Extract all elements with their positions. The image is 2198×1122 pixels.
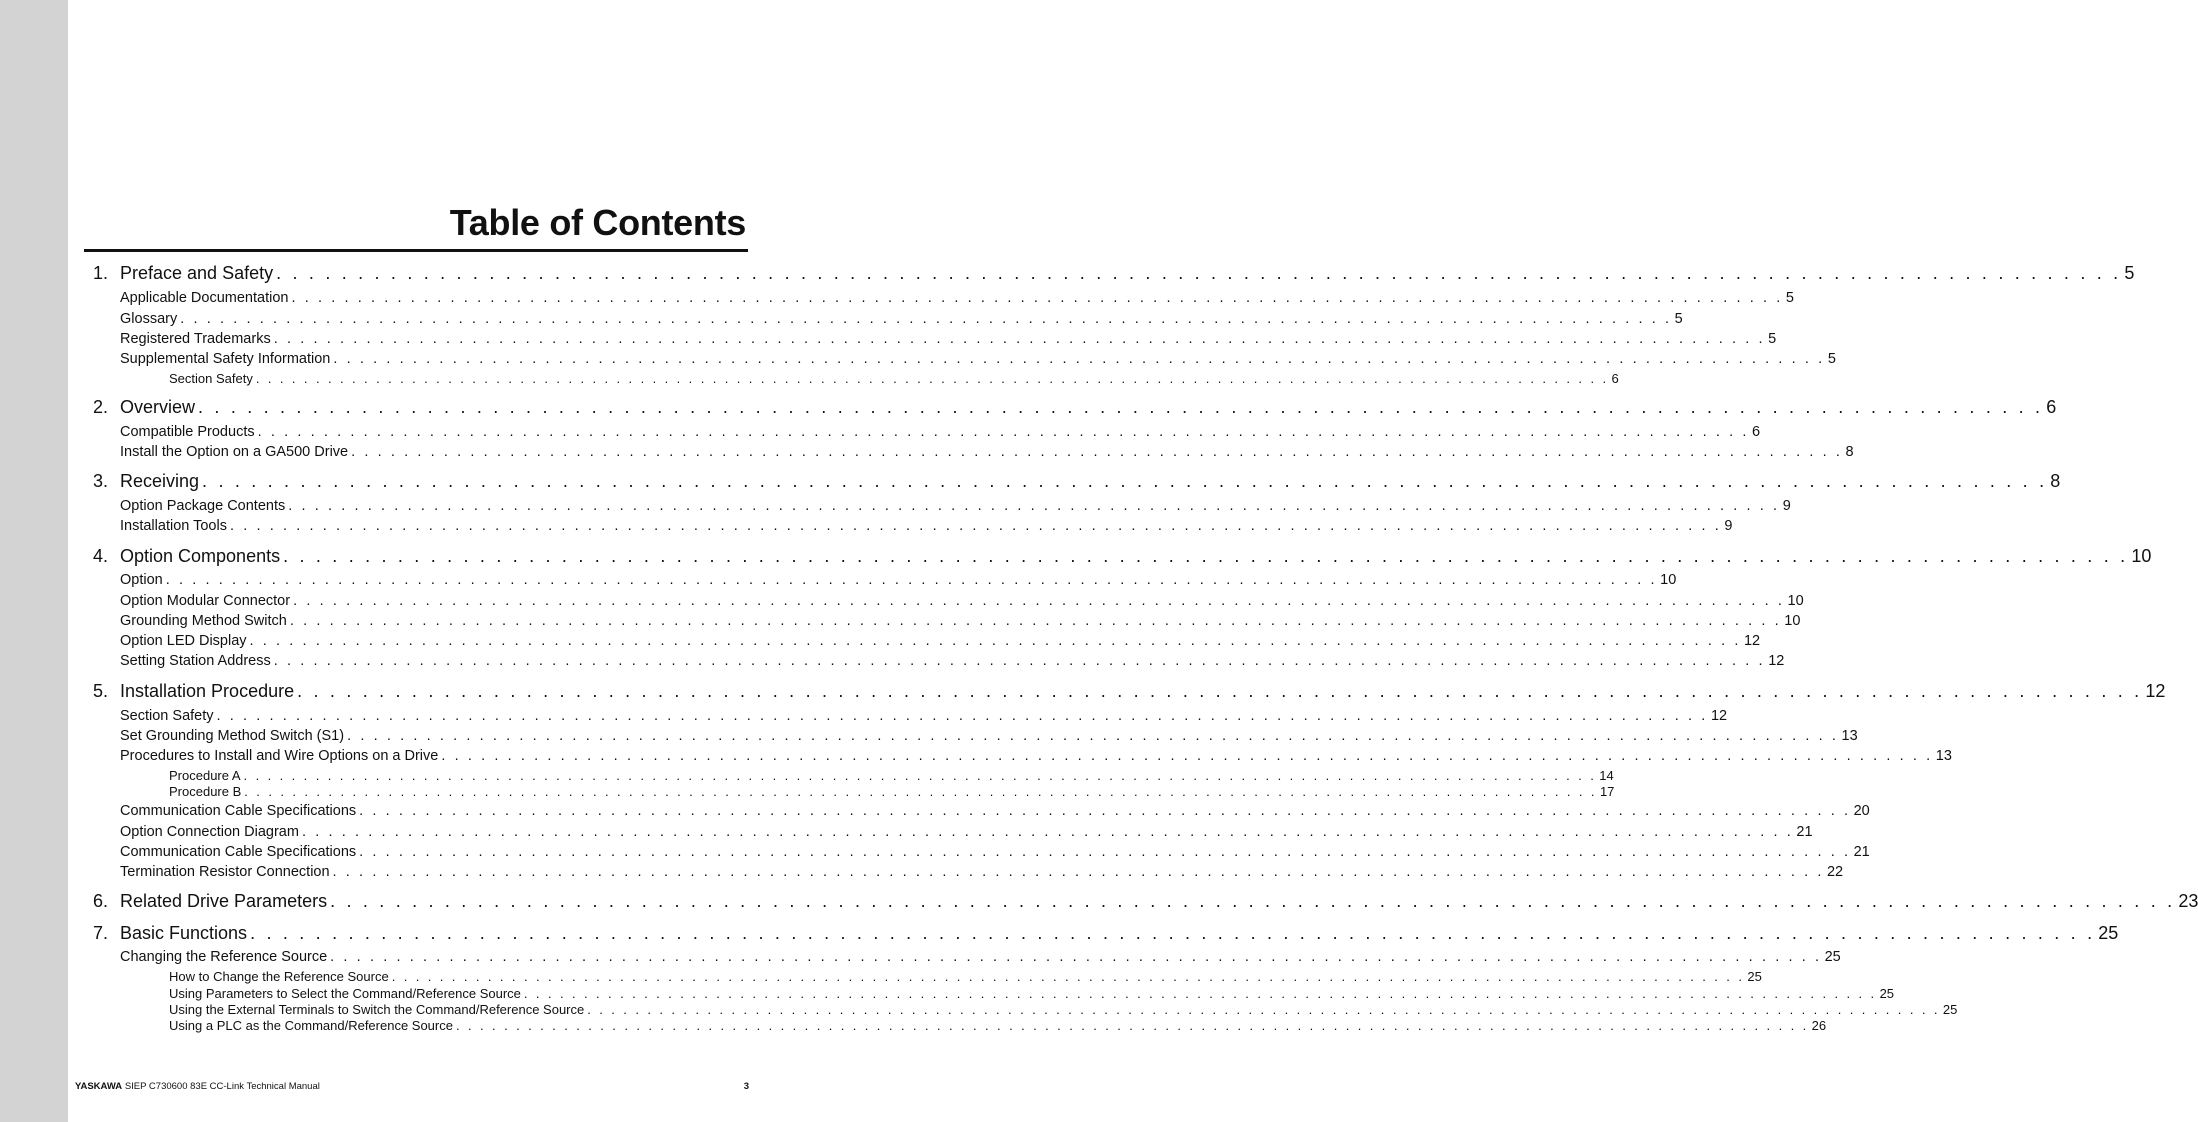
footer-page-number: 3 [743,1081,749,1092]
toc-leader-dots: . . . . . . . . . . . . . . . . . . . . . . . . . . . . . . . . . . . . . . . . . . . . . . . . . . . . . . . . . . . . . . . . . . . . . . . . . . . . . . . . . . . . . . . . . . . . . . . . . . . . . . . . . . . . . . . . . [359,803,1851,819]
toc-entry-label: Option Components [120,546,281,566]
toc-leader-dots: . . . . . . . . . . . . . . . . . . . . . . . . . . . . . . . . . . . . . . . . . . . . . . . . . . . . . . . . . . . . . . . . . . . . . . . . . . . . . . . . . . . . . . . . . . . . . . . . . . . . . . . . . . . . . . . . . [198,397,2044,417]
toc-section-entry[interactable] [120,803,1870,819]
toc-leader-dots: . . . . . . . . . . . . . . . . . . . . . . . . . . . . . . . . . . . . . . . . . . . . . . . . . . . . . . . . . . . . . . . . . . . . . . . . . . . . . . . . . . . . . . . . . . . . . . . . . . . . . . . . . . . . . . . . . [243,768,1597,783]
toc-chapter-number: 5. [93,681,109,701]
toc-entry-label: Registered Trademarks [120,331,271,347]
toc-entry-label: Procedures to Install and Wire Options on a Drive [120,748,439,764]
toc-entry-label: Communication Cable Specifications [120,844,357,860]
toc-entry-label: Receiving [120,471,200,491]
toc-page-number: 21 [1853,844,1870,860]
toc-page-number: 20 [1853,803,1870,819]
toc-entry-label: Setting Station Address [120,653,271,669]
toc-subsection-entry[interactable] [169,1002,1958,1017]
toc-leader-dots: . . . . . . . . . . . . . . . . . . . . . . . . . . . . . . . . . . . . . . . . . . . . . . . . . . . . . . . . . . . . . . . . . . . . . . . . . . . . . . . . . . . . . . . . . . . . . . . . . . . . . . . . . . . . . . . . . [229,518,1722,534]
toc-leader-dots: . . . . . . . . . . . . . . . . . . . . . . . . . . . . . . . . . . . . . . . . . . . . . . . . . . . . . . . . . . . . . . . . . . . . . . . . . . . . . . . . . . . . . . . . . . . . . . . . . . . . . . . . . . . . . . . . . [244,784,1597,799]
toc-entry-label: Procedure B [169,784,242,799]
toc-leader-dots: . . . . . . . . . . . . . . . . . . . . . . . . . . . . . . . . . . . . . . . . . . . . . . . . . . . . . . . . . . . . . . . . . . . . . . . . . . . . . . . . . . . . . . . . . . . . . . . . . . . . . . . . . . . . . . . . . [255,371,1609,386]
toc-entry-label: Compatible Products [120,424,255,440]
toc-entry-label: Changing the Reference Source [120,949,328,965]
toc-leader-dots: . . . . . . . . . . . . . . . . . . . . . . . . . . . . . . . . . . . . . . . . . . . . . . . . . . . . . . . . . . . . . . . . . . . . . . . . . . . . . . . . . . . . . . . . . . . . . . . . . . . . . . . . . . . . . . . . . [291,290,1783,306]
toc-entry-label: Grounding Method Switch [120,613,287,629]
toc-leader-dots: . . . . . . . . . . . . . . . . . . . . . . . . . . . . . . . . . . . . . . . . . . . . . . . . . . . . . . . . . . . . . . . . . . . . . . . . . . . . . . . . . . . . . . . . . . . . . . . . . . . . . . . . . . . . . . . . . [330,891,2176,911]
toc-page-number: 17 [1599,784,1615,799]
toc-entry-label: How to Change the Reference Source [169,969,389,984]
toc-section-entry[interactable] [120,311,1683,327]
toc-section-entry[interactable] [120,748,1952,764]
toc-section-entry[interactable] [120,949,1841,965]
toc-page-number: 14 [1599,768,1614,783]
toc-entry-label: Installation Tools [120,518,227,534]
toc-leader-dots: . . . . . . . . . . . . . . . . . . . . . . . . . . . . . . . . . . . . . . . . . . . . . . . . . . . . . . . . . . . . . . . . . . . . . . . . . . . . . . . . . . . . . . . . . . . . . . . . . . . . . . . . . . . . . . . . . [347,728,1839,744]
toc-leader-dots: . . . . . . . . . . . . . . . . . . . . . . . . . . . . . . . . . . . . . . . . . . . . . . . . . . . . . . . . . . . . . . . . . . . . . . . . . . . . . . . . . . . . . . . . . . . . . . . . . . . . . . . . . . . . . . . . . [250,923,2096,943]
toc-page-number: 10 [1784,613,1801,629]
toc-page-number: 10 [1660,572,1677,588]
toc-leader-dots: . . . . . . . . . . . . . . . . . . . . . . . . . . . . . . . . . . . . . . . . . . . . . . . . . . . . . . . . . . . . . . . . . . . . . . . . . . . . . . . . . . . . . . . . . . . . . . . . . . . . . . . . . . . . . . . . . [523,986,1877,1001]
toc-section-entry[interactable] [120,498,1791,514]
toc-section-entry[interactable] [120,613,1801,629]
toc-section-entry[interactable] [120,844,1870,860]
toc-page-number: 13 [1935,748,1952,764]
toc-page-number: 5 [1785,290,1794,306]
toc-entry-label: Option LED Display [120,633,247,649]
toc-leader-dots: . . . . . . . . . . . . . . . . . . . . . . . . . . . . . . . . . . . . . . . . . . . . . . . . . . . . . . . . . . . . . . . . . . . . . . . . . . . . . . . . . . . . . . . . . . . . . . . . . . . . . . . . . . . . . . . . . [587,1002,1940,1017]
toc-entry-label: Glossary [120,311,178,327]
toc-entry-label: Preface and Safety [120,263,274,283]
toc-chapter-number: 2. [93,397,109,417]
toc-leader-dots: . . . . . . . . . . . . . . . . . . . . . . . . . . . . . . . . . . . . . . . . . . . . . . . . . . . . . . . . . . . . . . . . . . . . . . . . . . . . . . . . . . . . . . . . . . . . . . . . . . . . . . . . . . . . . . . . . [288,498,1780,514]
toc-entry-label: Related Drive Parameters [120,891,328,911]
footer-doc-info [75,1081,320,1092]
toc-entry-label: Option [120,572,163,588]
toc-leader-dots: . . . . . . . . . . . . . . . . . . . . . . . . . . . . . . . . . . . . . . . . . . . . . . . . . . . . . . . . . . . . . . . . . . . . . . . . . . . . . . . . . . . . . . . . . . . . . . . . . . . . . . . . . . . . . . . . . [359,844,1851,860]
toc-chapter-entry[interactable] [93,891,2198,912]
toc-section-entry[interactable] [120,653,1785,669]
toc-chapter-number: 3. [93,471,109,491]
toc-chapter-entry[interactable] [93,923,2119,944]
toc-page-number: 23 [2178,891,2198,911]
toc-subsection-entry[interactable] [169,1018,1827,1033]
toc-section-entry[interactable] [120,444,1854,460]
toc-entry-label: Install the Option on a GA500 Drive [120,444,349,460]
toc-subsection-entry[interactable] [169,969,1762,984]
toc-page-number: 12 [2145,681,2166,701]
toc-leader-dots: . . . . . . . . . . . . . . . . . . . . . . . . . . . . . . . . . . . . . . . . . . . . . . . . . . . . . . . . . . . . . . . . . . . . . . . . . . . . . . . . . . . . . . . . . . . . . . . . . . . . . . . . . . . . . . . . . [455,1018,1809,1033]
page-footer [75,1081,749,1092]
toc-entry-label: Procedure A [169,768,241,783]
toc-page-number: 6 [1752,424,1761,440]
toc-page-number: 5 [1768,331,1777,347]
toc-chapter-number: 6. [93,891,109,911]
toc-entry-label: Termination Resistor Connection [120,864,330,880]
toc-page-number: 10 [2131,546,2152,566]
toc-page-number: 25 [1879,986,1895,1001]
toc-section-entry[interactable] [120,593,1804,609]
toc-entry-label: Section Safety [120,708,214,724]
toc-leader-dots: . . . . . . . . . . . . . . . . . . . . . . . . . . . . . . . . . . . . . . . . . . . . . . . . . . . . . . . . . . . . . . . . . . . . . . . . . . . . . . . . . . . . . . . . . . . . . . . . . . . . . . . . . . . . . . . . . [391,969,1745,984]
toc-page-number: 9 [1782,498,1791,514]
toc-entry-label: Using Parameters to Select the Command/Reference Source [169,986,521,1001]
toc-section-entry[interactable] [120,864,1844,880]
toc-leader-dots: . . . . . . . . . . . . . . . . . . . . . . . . . . . . . . . . . . . . . . . . . . . . . . . . . . . . . . . . . . . . . . . . . . . . . . . . . . . . . . . . . . . . . . . . . . . . . . . . . . . . . . . . . . . . . . . . . [333,351,1825,367]
toc-section-entry[interactable] [120,572,1677,588]
toc-leader-dots: . . . . . . . . . . . . . . . . . . . . . . . . . . . . . . . . . . . . . . . . . . . . . . . . . . . . . . . . . . . . . . . . . . . . . . . . . . . . . . . . . . . . . . . . . . . . . . . . . . . . . . . . . . . . . . . . . [180,311,1672,327]
toc-leader-dots: . . . . . . . . . . . . . . . . . . . . . . . . . . . . . . . . . . . . . . . . . . . . . . . . . . . . . . . . . . . . . . . . . . . . . . . . . . . . . . . . . . . . . . . . . . . . . . . . . . . . . . . . . . . . . . . . . [216,708,1708,724]
toc-leader-dots: . . . . . . . . . . . . . . . . . . . . . . . . . . . . . . . . . . . . . . . . . . . . . . . . . . . . . . . . . . . . . . . . . . . . . . . . . . . . . . . . . . . . . . . . . . . . . . . . . . . . . . . . . . . . . . . . . [351,444,1843,460]
toc-page-number: 12 [1743,633,1761,649]
toc-entry-label: Basic Functions [120,923,248,943]
toc-chapter-entry[interactable] [93,681,2166,702]
page-title: Table of Contents [449,202,746,243]
toc-page-number: 5 [1674,311,1683,327]
toc-entry-label: Installation Procedure [120,681,295,701]
toc-entry-label: Section Safety [169,371,253,386]
toc-page-number: 12 [1768,653,1785,669]
toc-leader-dots: . . . . . . . . . . . . . . . . . . . . . . . . . . . . . . . . . . . . . . . . . . . . . . . . . . . . . . . . . . . . . . . . . . . . . . . . . . . . . . . . . . . . . . . . . . . . . . . . . . . . . . . . . . . . . . . . . [273,331,1766,347]
toc-page-number: 8 [1845,444,1854,460]
toc-leader-dots: . . . . . . . . . . . . . . . . . . . . . . . . . . . . . . . . . . . . . . . . . . . . . . . . . . . . . . . . . . . . . . . . . . . . . . . . . . . . . . . . . . . . . . . . . . . . . . . . . . . . . . . . . . . . . . . . . [293,593,1785,609]
toc-leader-dots: . . . . . . . . . . . . . . . . . . . . . . . . . . . . . . . . . . . . . . . . . . . . . . . . . . . . . . . . . . . . . . . . . . . . . . . . . . . . . . . . . . . . . . . . . . . . . . . . . . . . . . . . . . . . . . . . . [301,824,1794,840]
toc-leader-dots: . . . . . . . . . . . . . . . . . . . . . . . . . . . . . . . . . . . . . . . . . . . . . . . . . . . . . . . . . . . . . . . . . . . . . . . . . . . . . . . . . . . . . . . . . . . . . . . . . . . . . . . . . . . . . . . . . [257,424,1750,440]
toc-page-number: 22 [1826,864,1844,880]
toc-leader-dots: . . . . . . . . . . . . . . . . . . . . . . . . . . . . . . . . . . . . . . . . . . . . . . . . . . . . . . . . . . . . . . . . . . . . . . . . . . . . . . . . . . . . . . . . . . . . . . . . . . . . . . . . . . . . . . . . . [283,546,2129,566]
toc-entry-label: Using the External Terminals to Switch the Command/Reference Source [169,1002,585,1017]
toc-section-entry[interactable] [120,424,1761,440]
toc-leader-dots: . . . . . . . . . . . . . . . . . . . . . . . . . . . . . . . . . . . . . . . . . . . . . . . . . . . . . . . . . . . . . . . . . . . . . . . . . . . . . . . . . . . . . . . . . . . . . . . . . . . . . . . . . . . . . . . . . [202,471,2048,491]
toc-section-entry[interactable] [120,518,1733,534]
toc-page-number: 21 [1796,824,1813,840]
toc-page-number: 13 [1841,728,1858,744]
toc-subsection-entry[interactable] [169,986,1895,1001]
toc-leader-dots: . . . . . . . . . . . . . . . . . . . . . . . . . . . . . . . . . . . . . . . . . . . . . . . . . . . . . . . . . . . . . . . . . . . . . . . . . . . . . . . . . . . . . . . . . . . . . . . . . . . . . . . . . . . . . . . . . [273,653,1766,669]
toc-page-number: 6 [2046,397,2057,417]
toc-entry-label: Option Package Contents [120,498,286,514]
toc-page-number: 8 [2050,471,2061,491]
toc-subsection-entry[interactable] [169,784,1615,799]
toc-page-number: 5 [2124,263,2135,283]
toc-leader-dots: . . . . . . . . . . . . . . . . . . . . . . . . . . . . . . . . . . . . . . . . . . . . . . . . . . . . . . . . . . . . . . . . . . . . . . . . . . . . . . . . . . . . . . . . . . . . . . . . . . . . . . . . . . . . . . . . . [330,949,1822,965]
toc-leader-dots: . . . . . . . . . . . . . . . . . . . . . . . . . . . . . . . . . . . . . . . . . . . . . . . . . . . . . . . . . . . . . . . . . . . . . . . . . . . . . . . . . . . . . . . . . . . . . . . . . . . . . . . . . . . . . . . . . [276,263,2122,283]
toc-entry-label: Applicable Documentation [120,290,289,306]
toc-entry-label: Supplemental Safety Information [120,351,331,367]
toc-chapter-number: 1. [93,263,109,283]
toc-page-number: 26 [1811,1018,1827,1033]
toc-page-number: 10 [1787,593,1804,609]
toc-chapter-number: 4. [93,546,109,566]
toc-section-entry[interactable] [120,290,1794,306]
toc-leader-dots: . . . . . . . . . . . . . . . . . . . . . . . . . . . . . . . . . . . . . . . . . . . . . . . . . . . . . . . . . . . . . . . . . . . . . . . . . . . . . . . . . . . . . . . . . . . . . . . . . . . . . . . . . . . . . . . . . [249,633,1741,649]
toc-page-number: 12 [1710,708,1728,724]
toc-chapter-entry[interactable] [93,263,2135,284]
toc-page-number: 25 [1824,949,1841,965]
toc-entry-label: Option Modular Connector [120,593,291,609]
toc-page-number: 5 [1827,351,1836,367]
toc-entry-label: Using a PLC as the Command/Reference Source [169,1018,453,1033]
toc-page-number: 25 [1747,969,1762,984]
footer-doc-title: SIEP C730600 83E CC-Link Technical Manual [124,1081,320,1092]
toc-subsection-entry[interactable] [169,371,1619,386]
toc-page-number: 6 [1611,371,1619,386]
toc-leader-dots: . . . . . . . . . . . . . . . . . . . . . . . . . . . . . . . . . . . . . . . . . . . . . . . . . . . . . . . . . . . . . . . . . . . . . . . . . . . . . . . . . . . . . . . . . . . . . . . . . . . . . . . . . . . . . . . . . [165,572,1658,588]
toc-entry-label: Communication Cable Specifications [120,803,357,819]
toc-section-entry[interactable] [120,824,1813,840]
toc-section-entry[interactable] [120,331,1777,347]
toc-leader-dots: . . . . . . . . . . . . . . . . . . . . . . . . . . . . . . . . . . . . . . . . . . . . . . . . . . . . . . . . . . . . . . . . . . . . . . . . . . . . . . . . . . . . . . . . . . . . . . . . . . . . . . . . . . . . . . . . . [289,613,1782,629]
toc-entry-label: Set Grounding Method Switch (S1) [120,728,345,744]
toc-leader-dots: . . . . . . . . . . . . . . . . . . . . . . . . . . . . . . . . . . . . . . . . . . . . . . . . . . . . . . . . . . . . . . . . . . . . . . . . . . . . . . . . . . . . . . . . . . . . . . . . . . . . . . . . . . . . . . . . . [332,864,1824,880]
toc-section-entry[interactable] [120,728,1858,744]
toc-chapter-entry[interactable] [93,546,2152,567]
toc-leader-dots: . . . . . . . . . . . . . . . . . . . . . . . . . . . . . . . . . . . . . . . . . . . . . . . . . . . . . . . . . . . . . . . . . . . . . . . . . . . . . . . . . . . . . . . . . . . . . . . . . . . . . . . . . . . . . . . . . [441,748,1933,764]
toc-chapter-entry[interactable] [93,471,2061,492]
toc-section-entry[interactable] [120,708,1728,724]
toc-section-entry[interactable] [120,633,1761,649]
toc-leader-dots: . . . . . . . . . . . . . . . . . . . . . . . . . . . . . . . . . . . . . . . . . . . . . . . . . . . . . . . . . . . . . . . . . . . . . . . . . . . . . . . . . . . . . . . . . . . . . . . . . . . . . . . . . . . . . . . . . [297,681,2143,701]
toc-entry-label: Option Connection Diagram [120,824,299,840]
toc-chapter-entry[interactable] [93,397,2057,418]
toc-section-entry[interactable] [120,351,1836,367]
toc-subsection-entry[interactable] [169,768,1614,783]
toc-chapter-number: 7. [93,923,109,943]
toc-entry-label: Overview [120,397,196,417]
footer-brand: YASKAWA [75,1081,123,1092]
toc-page-number: 9 [1724,518,1733,534]
toc-page-number: 25 [1942,1002,1958,1017]
toc-page-number: 25 [2098,923,2119,943]
